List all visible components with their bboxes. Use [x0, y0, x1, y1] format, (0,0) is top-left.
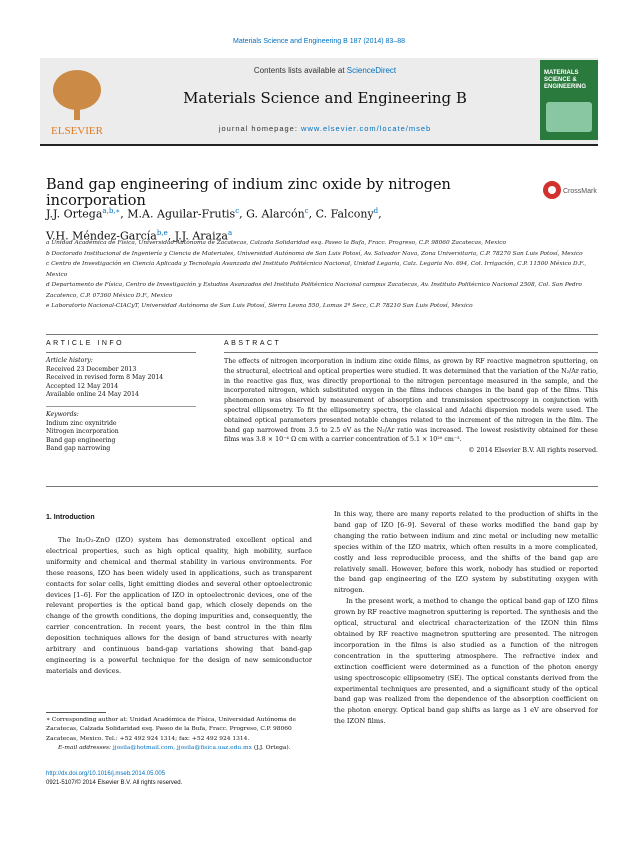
section-heading: 1. Introduction — [46, 514, 95, 521]
email-line: E-mail addresses: jjosila@hotmail.com, jjosila@fisica.uaz.edu.mx (J.J. Ortega). — [58, 745, 291, 752]
author-affiliation-marker[interactable]: a,b,∗ — [102, 207, 121, 215]
history-item: Accepted 12 May 2014 — [46, 382, 119, 390]
footnote-rule — [46, 712, 106, 713]
crossmark-icon — [543, 181, 561, 199]
copyright: © 2014 Elsevier B.V. All rights reserved. — [468, 447, 598, 455]
abstract-heading: ABSTRACT — [224, 340, 282, 347]
svg-text:CrossMark: CrossMark — [563, 188, 597, 195]
affiliation-item: a Unidad Académica de Física, Universidad Autónoma de Zacatecas, Calzada Solidaridad esq. Paseo la Bufa, Fracc. Progreso, C.P. 98060 Zacatecas, Mexico — [46, 240, 507, 246]
crossmark-badge[interactable] — [542, 178, 598, 202]
body-column-right — [334, 509, 598, 727]
author-affiliation-marker[interactable]: c — [235, 207, 240, 215]
article-title: Band gap engineering of indium zinc oxide by nitrogen incorporation — [46, 177, 451, 209]
article-info — [46, 357, 196, 454]
divider — [46, 486, 598, 487]
corresponding-author: ∗ Corresponding author at: Unidad Académica de Física, Universidad Autónoma de Zacatecas, Calzada Solidaridad esq. Paseo de la Bufa, Fracc. Progreso, C.P. 98060 Zacatecas, Mexico. Tel.: +52 492 924 1314; fax: +52 492 924 1314. — [46, 717, 296, 742]
divider — [46, 406, 196, 407]
author-separator: , — [120, 207, 128, 221]
article-info-heading: ARTICLE INFO — [46, 340, 125, 347]
keyword-item: Band gap engineering — [46, 436, 116, 444]
history-item: Received in revised form 8 May 2014 — [46, 374, 164, 382]
keyword-item: Indium zinc oxynitride — [46, 419, 117, 427]
keyword-item: Band gap narrowing — [46, 445, 111, 453]
affiliation-item: b Doctorado Institucional de Ingeniería y Ciencia de Materiales, Universidad Autónoma de San Luis Potosí, Av. Salvador Nava, Zona Universitaria, C.P. 78270 San Luis Potosí, Mexico — [46, 250, 583, 257]
author-affiliation-marker[interactable]: b,e — [156, 228, 168, 237]
abstract-text: The effects of nitrogen incorporation in indium zinc oxide films, as grown by RF reactive magnetron sputtering, on the structural, electrical and optical properties were studied. It was determined that the variation of the N₂/Ar ratio, in the reactive gas flux, was directly proportional to the nitrogen percentage measured in the sample, and the incorporated nitrogen, which substituted oxygen in the films induces changes in the band gap of the films. This phenomenon was observed by measurement of absorption and transmission spectroscopy in conjunction with spectral ellipsometry. To fit the ellipsometry spectra, the classical and Adachi dispersion models were used. The obtained optical parameters presented notable changes related to the increment of the nitrogen in the film. The band gap narrowed from 3.5 to 2.5 eV as the N₂/Ar ratio was increased. The lowest resistivity obtained for these films was 3.8 × 10⁻⁴ Ω cm with a carrier concentration of 5.1 × 10²⁰ cm⁻³. — [224, 358, 598, 444]
author-affiliation-marker[interactable]: c — [304, 207, 309, 215]
affiliation-item: d Departamento de Física, Centro de Investigación y Estudios Avanzados del Instituto Politécnico Nacional campus Zacatecas, Av. Instituto Politécnico Nacional 2508, Col. San Pedro Zacatenco, C.P. 07360 México D.F., Mexico — [46, 282, 582, 299]
author-name[interactable]: M.A. Aguilar-Frutis — [127, 207, 236, 221]
divider — [224, 352, 598, 353]
body-paragraph: The In₂O₃-ZnO (IZO) system has demonstrated excellent optical and electrical properties, such as high optical quality, high mobility, surface uniformity and chemical and thermal stability in various environments. For these reasons, IZO has been widely used in applications, such as transparent contacts for solar cells, light emitting diodes and several other optoelectronic devices [1–6]. For the application of IZO in optoelectronic devices, one of the relevant properties is the optical band gap, which closely depends on the change of the growth conditions, the doping impurities and, consequently, the carrier concentration. In recent years, the best control in the thin film deposition techniques allows for the design of band structures with nearly arbitrary and continuous band-gap variations showing that band-gap engineering is a powerful technique for the design of new semiconductor materials and devices. — [46, 536, 312, 675]
footnote — [46, 716, 312, 754]
email-links[interactable]: jjosila@hotmail.com, jjosila@fisica.uaz.edu.mx — [112, 745, 252, 752]
issn-line: 0921-5107/© 2014 Elsevier B.V. All rights reserved. — [46, 780, 183, 786]
author-separator: , — [378, 207, 382, 221]
divider — [46, 352, 196, 353]
journal-cover[interactable] — [540, 60, 598, 140]
body-paragraph: In the present work, a method to change the optical band gap of IZO films grown by RF reactive magnetron sputtering is reported. The synthesis and the optical, structural and electrical characterization of the IZON thin films obtained by RF reactive magnetron sputtering are presented. The nitrogen incorporation in the films is also studied as a function of the nitrogen concentration in the sputtering atmosphere. The refractive index and extinction coefficient were determined as a function of the photon energy using spectroscopic ellipsometry (SE). The optical constants derived from the experimental techniques are presented, and a significant study of the optical band gap was realized from the dependence of the absorption coefficient on the photon energy. Optical band gap shifts as large as 1 eV are observed for the IZON films. — [334, 597, 598, 726]
author-affiliation-marker[interactable]: a — [227, 228, 233, 237]
keywords-label: Keywords: — [46, 410, 79, 418]
author-separator: , — [167, 229, 175, 243]
keyword-item: Nitrogen incorporation — [46, 428, 119, 436]
history-item: Received 23 December 2013 — [46, 365, 137, 373]
cover-title: MATERIALS SCIENCE & ENGINEERING — [544, 70, 587, 90]
body-paragraph: In this way, there are many reports related to the production of shifts in the band gap of IZO [6–9]. Several of these works modified the band gap by changing the ratio between indium and zinc metal or including new metallic species within of the IZO matrix, which often results in a more complicated, costly and less reproducible process, and the shifts of the band gap are relatively small. However, before this work, nobody has studied or reported the band gap engineering of the IZO system by substituting oxygen with nitrogen. — [334, 510, 598, 595]
sciencedirect-link[interactable]: ScienceDirect — [346, 66, 397, 75]
author-separator: , — [308, 207, 316, 221]
history-list — [46, 366, 196, 400]
author-name[interactable]: G. Alarcón — [246, 207, 305, 221]
svg-text:ELSEVIER: ELSEVIER — [51, 125, 103, 137]
affiliations — [46, 238, 596, 312]
divider — [46, 334, 598, 335]
history-label: Article history: — [46, 357, 93, 364]
doi-link[interactable]: http://dx.doi.org/10.1016/j.mseb.2014.05.005 — [46, 771, 166, 777]
author-name[interactable]: V.H. Méndez-García — [46, 229, 157, 243]
journal-reference[interactable]: Materials Science and Engineering B 187 (2014) 83–88 — [232, 38, 405, 45]
author-name[interactable]: J.J. Araiza — [174, 229, 228, 243]
abstract — [224, 357, 598, 456]
affiliation-item: c Centro de Investigación en Ciencia Aplicada y Tecnología Avanzada del Instituto Politécnico Nacional, Unidad Legaria, Calz. Legaria No. 694, Col. Irrigación, C.P. 11500 México D.F., Mexico — [46, 261, 587, 278]
author-name[interactable]: C. Falcony — [315, 207, 374, 221]
keywords-list — [46, 420, 196, 454]
contents-line: Contents lists available at ScienceDirect — [253, 66, 397, 75]
affiliation-item: e Laboratorio Nacional-CIACyT, Universidad Autónoma de San Luis Potosí, Sierra Leona 550, Lomas 2ª Secc, C.P. 78210 San Luis Potosí, Mexico — [46, 303, 473, 309]
homepage-link[interactable]: www.elsevier.com/locate/mseb — [301, 124, 432, 133]
page-footer — [46, 770, 312, 788]
elsevier-logo[interactable] — [42, 60, 112, 140]
author-affiliation-marker[interactable]: d — [373, 207, 379, 215]
journal-title: Materials Science and Engineering B — [183, 89, 467, 107]
body-column-left — [46, 535, 312, 677]
cover-image — [546, 102, 592, 132]
author-separator: , — [239, 207, 247, 221]
journal-homepage: journal homepage: www.elsevier.com/locate/mseb — [218, 124, 432, 133]
author-name[interactable]: J.J. Ortega — [46, 207, 103, 221]
history-item: Available online 24 May 2014 — [46, 391, 139, 399]
